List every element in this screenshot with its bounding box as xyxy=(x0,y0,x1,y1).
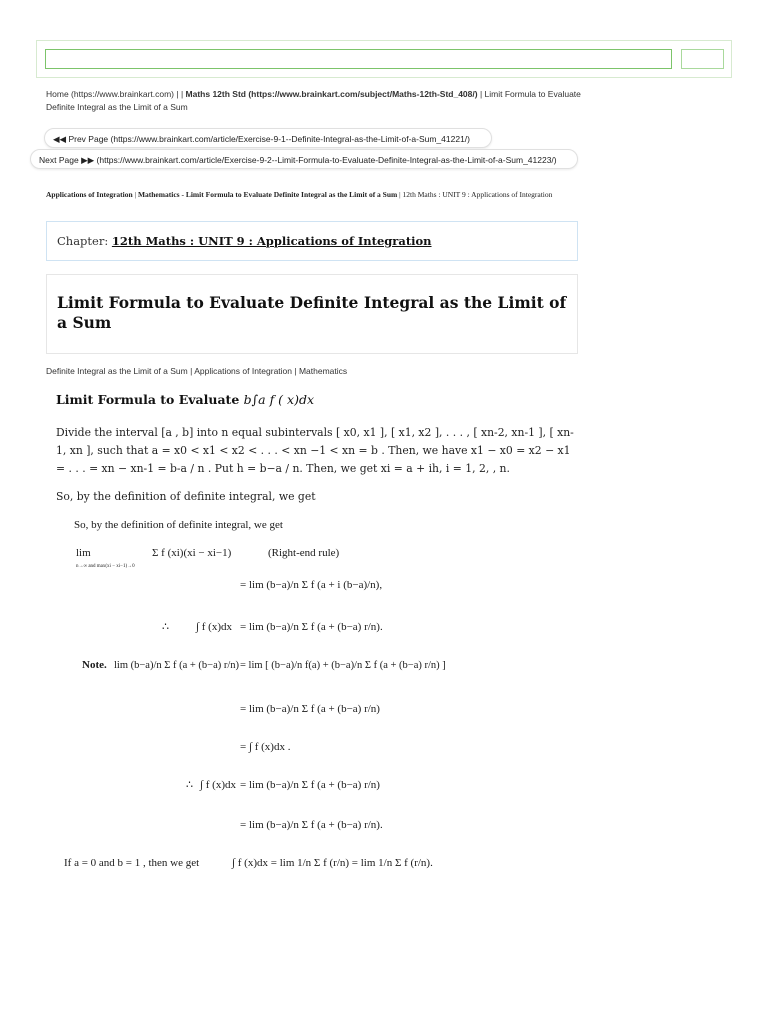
breadcrumb-current: Limit Formula to Evaluate Definite Integral as the Limit of a Sum xyxy=(46,89,581,112)
breadcrumb-home-link[interactable]: Home (https://www.brainkart.com) xyxy=(46,89,175,99)
final-equation: ∫ f (x)dx = lim 1/n Σ f (r/n) = lim 1/n Σ f (r/n). xyxy=(232,857,433,869)
integral-term: ∫ f (x)dx xyxy=(196,621,233,633)
integral-term: ∫ f (x)dx xyxy=(200,779,237,791)
search-button[interactable] xyxy=(681,49,724,69)
therefore-symbol: ∴ xyxy=(162,621,169,633)
search-input[interactable] xyxy=(45,49,672,69)
note-label: Note. xyxy=(82,659,107,671)
chapter-label: Chapter: xyxy=(57,234,112,248)
limit-subscript: n→∞ and max(xi − xi−1)→0 xyxy=(76,564,135,569)
therefore-symbol: ∴ xyxy=(186,779,193,791)
category-link[interactable]: Applications of Integration xyxy=(46,190,133,199)
breadcrumb xyxy=(46,88,586,114)
category-line xyxy=(46,183,576,207)
note-equation: = lim [ (b−a)/n f(a) + (b−a)/n Σ f (a + (b−a) r/n) ] xyxy=(240,660,446,671)
chapter-box xyxy=(46,221,578,261)
chapter-link[interactable]: 12th Maths : UNIT 9 : Applications of Integration xyxy=(111,234,432,248)
right-end-rule: (Right-end rule) xyxy=(268,547,340,559)
section-heading-text: Limit Formula to Evaluate xyxy=(56,392,244,407)
page-title: Limit Formula to Evaluate Definite Integral as the Limit of a Sum xyxy=(57,293,567,332)
paragraph-definition: So, by the definition of definite integral, we get xyxy=(56,490,316,503)
next-page-label: Next Page xyxy=(39,155,79,165)
prev-page-button[interactable] xyxy=(44,128,492,148)
note-expression: lim (b−a)/n Σ f (a + (b−a) r/n) xyxy=(114,660,240,671)
integral-expression: b∫a f ( x)dx xyxy=(243,392,315,407)
article-category-link[interactable]: Mathematics - Limit Formula to Evaluate Definite Integral as the Limit of a Sum xyxy=(137,190,398,199)
final-statement: If a = 0 and b = 1 , then we get xyxy=(64,857,200,869)
equation-line: = lim (b−a)/n Σ f (a + (b−a) r/n). xyxy=(240,819,383,831)
formula-image xyxy=(60,512,540,884)
top-search-bar xyxy=(36,40,732,78)
double-right-arrow-icon: ▶▶ xyxy=(81,155,95,165)
next-page-url: (https://www.brainkart.com/article/Exercise-9-2--Limit-Formula-to-Evaluate-Definite-Integral-as-the-Limit-of-a-Sum_41223/) xyxy=(96,155,557,165)
sum-term: Σ f (xi)(xi − xi−1) xyxy=(152,547,232,559)
double-left-arrow-icon: ◀◀ xyxy=(53,134,67,144)
figure-intro: So, by the definition of definite integral, we get xyxy=(74,519,283,531)
formula-derivation xyxy=(60,512,540,884)
equation-line: = lim (b−a)/n Σ f (a + i (b−a)/n), xyxy=(240,579,383,591)
equation-line: = ∫ f (x)dx . xyxy=(240,741,291,753)
title-box xyxy=(46,274,578,354)
breadcrumb-separator: | xyxy=(477,89,485,99)
paragraph-subintervals: Divide the interval [a , b] into n equal subintervals [ x0, x1 ], [ x1, x2 ], . . . , [ xn-2, xn-1 ], [ xn-1, xn ], such that a = x0 < x1 < x2 < . . . < xn −1 < xn = b . Then, we have x1 − x0 = x2 − x1 = . . . = xn − xn-1 = b-a / n . Put h = b−a / n. Then, we get xi = a + ih, i = 1, 2, , n. xyxy=(56,426,574,475)
limit-operator: lim xyxy=(76,547,91,559)
next-page-button[interactable] xyxy=(30,149,578,169)
equation-line: = lim (b−a)/n Σ f (a + (b−a) r/n) xyxy=(240,703,380,715)
separator: | xyxy=(132,190,138,199)
unit-label: 12th Maths : UNIT 9 : Applications of Integration xyxy=(402,190,553,199)
article-tagline: Definite Integral as the Limit of a Sum | Applications of Integration | Mathematics xyxy=(46,366,348,376)
breadcrumb-separator: | | xyxy=(174,89,186,99)
section-heading xyxy=(56,392,314,407)
equation-line: = lim (b−a)/n Σ f (a + (b−a) r/n) xyxy=(240,779,380,791)
equation-line: = lim (b−a)/n Σ f (a + (b−a) r/n). xyxy=(240,621,383,633)
separator: | xyxy=(397,190,403,199)
prev-page-label: Prev Page (https://www.brainkart.com/article/Exercise-9-1--Definite-Integral-as-the-Limit-of-a-Sum_41221/) xyxy=(68,134,470,144)
breadcrumb-subject-link[interactable]: Maths 12th Std (https://www.brainkart.com/subject/Maths-12th-Std_408/) xyxy=(185,89,478,99)
